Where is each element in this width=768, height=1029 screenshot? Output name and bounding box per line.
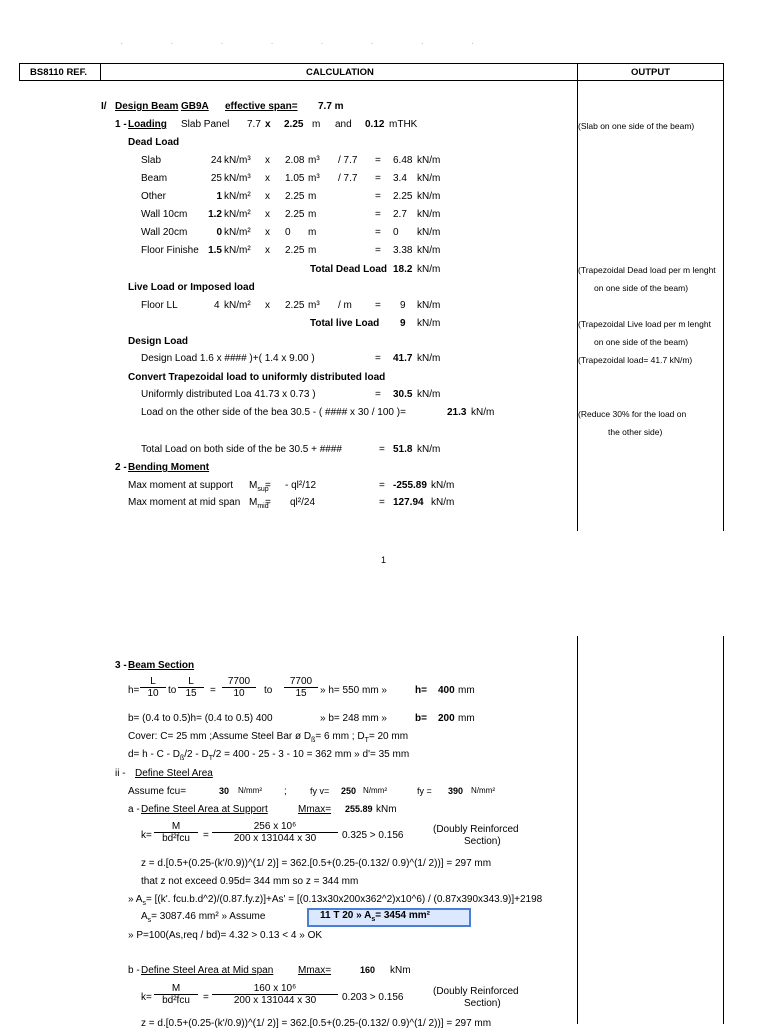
dead-load-q-cell: 2.25 (285, 245, 305, 256)
dead-load-eq-cell: = (375, 173, 381, 184)
and-label: and (335, 119, 352, 130)
support-subsection-number: a - (128, 804, 140, 815)
k-result-support: 0.325 > 0.156 (342, 830, 404, 841)
design-load-eq: = (375, 353, 381, 364)
z-row-support: z = d.[0.5+(0.25-(k'/0.9))^(1/ 2)] = 362.[0.5+(0.25-(0.132/ 0.9)^(1/ 2))] = 297 mm (141, 858, 492, 869)
dead-load-qu-cell: m³ (308, 155, 320, 166)
fcu-unit: N/mm² (238, 786, 262, 795)
dead-load-qu-cell: m (308, 245, 317, 256)
h-final-unit: mm (458, 685, 475, 696)
output-reduce-note-1: (Reduce 30% for the load on (578, 409, 687, 419)
fraction-m-bd-midspan: M bd²fcu (154, 983, 198, 1006)
slab-thickness: 0.12 (365, 119, 385, 130)
b-final-unit: mm (458, 713, 475, 724)
to-2: to (264, 685, 273, 696)
panel-times: x (265, 119, 271, 130)
to-1: to (168, 685, 177, 696)
dead-load-x-cell: x (265, 173, 270, 184)
floor-ll-result-unit: kN/m (417, 300, 441, 311)
as-required-row: $A_s= 3087.46$ mm² » Assume (141, 911, 266, 924)
dead-load-r-cell: 0 (393, 227, 399, 238)
eq-1: = (210, 685, 216, 696)
output-reduce-note-2: the other side) (608, 427, 663, 437)
dead-load-qu-cell: m (308, 227, 317, 238)
dead-load-name-cell: Wall 10cm (141, 209, 188, 220)
total-both-unit: kN/m (417, 444, 441, 455)
k-result-midspan: 0.203 > 0.156 (342, 992, 404, 1003)
dead-load-v-cell: 24 (210, 155, 222, 166)
total-dead-label: Total Dead Load (310, 264, 388, 275)
effective-span-label: effective span= (225, 101, 298, 112)
beam-section-number: 3 - (115, 660, 127, 671)
dead-load-eq-cell: = (375, 209, 381, 220)
k-label-support: k= (141, 830, 152, 841)
output-slab-note: (Slab on one side of the beam) (578, 121, 695, 131)
fraction-7700-15: $\frac{7700}{15}$ (284, 676, 318, 699)
dead-load-ru-cell: kN/m (417, 245, 441, 256)
define-steel-heading: Define Steel Area (135, 768, 213, 779)
header-ref: BS8110 REF. (30, 66, 88, 78)
dead-load-ru-cell: kN/m (417, 191, 441, 202)
moment-support-symbol: $M_{sup}$ (249, 480, 269, 493)
dead-load-unit-cell: kN/m² (224, 209, 251, 220)
fcu-value: 30 (219, 786, 230, 796)
d-row: $d= h - C - D_ß/2 - D_T/2 = 400 - 25 - 3 - 10 = 362$ mm » d'= 35 mm (128, 749, 410, 762)
support-mmax-label: Mmax= (298, 804, 332, 815)
slab-panel-label: Slab Panel (181, 119, 230, 130)
fyv-unit: N/mm² (363, 786, 387, 795)
h-final-label: h= (415, 685, 427, 696)
header-calculation: CALCULATION (306, 66, 374, 78)
dead-load-eq-cell: = (375, 191, 381, 202)
b-final-value: 200 (438, 713, 455, 724)
total-live-unit: kN/m (417, 318, 441, 329)
design-load-heading: Design Load (128, 336, 189, 347)
design-load-unit: kN/m (417, 353, 441, 364)
dead-load-unit-cell: kN/m² (224, 227, 251, 238)
moment-support-formula: - ql²/12 (285, 480, 317, 491)
dead-load-x-cell: x (265, 245, 270, 256)
dead-load-x-cell: x (265, 155, 270, 166)
output-dead-note-2: on one side of the beam) (594, 283, 689, 293)
bending-number: 2 - (115, 462, 127, 473)
fy-value: 390 (448, 786, 464, 796)
dead-load-v-cell: 0 (216, 227, 222, 238)
dead-load-unit-cell: kN/m³ (224, 155, 251, 166)
dead-load-q-cell: 0 (285, 227, 291, 238)
dead-load-r-cell: 2.7 (393, 209, 407, 220)
moment-support-label: Max moment at support (128, 480, 234, 491)
doubly-note-support: (Doubly Reinforced (433, 824, 519, 835)
live-load-heading: Live Load or Imposed load (128, 282, 255, 293)
midspan-mmax-value: 160 (360, 965, 376, 975)
dead-load-v-cell: 1.2 (208, 209, 222, 220)
dead-load-eq-cell: = (375, 227, 381, 238)
other-side-row: Load on the other side of the bea 30.5 - ( #### x 30 / 100 )= (141, 407, 406, 418)
dead-load-x-cell: x (265, 209, 270, 220)
dead-load-unit-cell: kN/m² (224, 245, 251, 256)
moment-mid-eq2: = (379, 497, 385, 508)
total-live-label: Total live Load (310, 318, 380, 329)
faint-header-text: · · · · · · · · (120, 38, 497, 49)
total-dead-value: 18.2 (393, 264, 413, 275)
fraction-m-bd-support: M bd²fcu (154, 821, 198, 844)
moment-mid-symbol: $M_{mid}$ (249, 497, 269, 510)
bending-heading: Bending Moment (128, 462, 210, 473)
dead-load-name-cell: Beam (141, 173, 168, 184)
moment-mid-label: Max moment at mid span (128, 497, 241, 508)
dead-load-unit-cell: kN/m² (224, 191, 251, 202)
other-side-unit: kN/m (471, 407, 495, 418)
midspan-subsection-number: b - (128, 965, 140, 976)
dead-load-r-cell: 2.25 (393, 191, 413, 202)
dead-load-r-cell: 3.4 (393, 173, 407, 184)
support-mmax-unit: kNm (376, 804, 397, 815)
fy-unit: N/mm² (471, 786, 495, 795)
percentage-check-row: » P=100(As,req / bd)= 4.32 > 0.13 < 4 » OK (128, 930, 323, 941)
dead-load-qu-cell: m³ (308, 173, 320, 184)
dead-load-name-cell: Floor Finishe (141, 245, 199, 256)
panel-width: 2.25 (284, 119, 304, 130)
assume-fcu-label: Assume fcu= (128, 786, 187, 797)
support-subsection-heading: Define Steel Area at Support (141, 804, 268, 815)
dead-load-r-cell: 3.38 (393, 245, 413, 256)
floor-ll-times: x (265, 300, 270, 311)
b-final-label: b= (415, 713, 427, 724)
header-output: OUTPUT (631, 66, 671, 78)
dead-load-heading: Dead Load (128, 137, 180, 148)
output-trapezoidal-load: (Trapezoidal load= 41.7 kN/m) (578, 355, 693, 365)
dead-load-q-cell: 2.08 (285, 155, 305, 166)
dead-load-x-cell: x (265, 191, 270, 202)
panel-width-unit: m (312, 119, 321, 130)
floor-ll-width: 2.25 (285, 300, 305, 311)
z-limit-row: that z not exceed 0.95d= 344 mm so z = 344 mm (141, 876, 359, 887)
dead-load-ru-cell: kN/m (417, 209, 441, 220)
output-dead-note-1: (Trapezoidal Dead load per m lenght (578, 265, 716, 275)
effective-span-value: 7.7 m (318, 101, 344, 112)
h-label: h= (128, 685, 140, 696)
selected-reinforcement: 11 T 20 » $A_s= 3454$ mm² (320, 910, 430, 923)
floor-ll-eq: = (375, 300, 381, 311)
moment-support-value: -255.89 (393, 480, 427, 491)
dead-load-qu-cell: m (308, 191, 317, 202)
dead-load-x-cell: x (265, 227, 270, 238)
cover-row: Cover: C= 25 mm ;Assume Steel Bar ø $D_ß= 6$ mm ; $D_T= 20$ mm (128, 731, 409, 744)
dead-load-v-cell: 1 (216, 191, 222, 202)
loading-heading: Loading (128, 119, 167, 130)
moment-support-eq2: = (379, 480, 385, 491)
section-number: I/ (101, 101, 107, 112)
total-both-eq: = (379, 444, 385, 455)
total-both-row: Total Load on both side of the be 30.5 + #### (141, 444, 342, 455)
section-note-support: Section) (464, 836, 501, 847)
eq-k-midspan: = (203, 992, 209, 1003)
dead-load-q-cell: 2.25 (285, 209, 305, 220)
total-dead-unit: kN/m (417, 264, 441, 275)
eq-k-support: = (203, 830, 209, 841)
moment-mid-unit: kN/m (431, 497, 455, 508)
floor-ll-unit: kN/m² (224, 300, 251, 311)
slab-thickness-unit: mTHK (389, 119, 418, 130)
dead-load-v-cell: 25 (210, 173, 222, 184)
support-mmax-value: 255.89 (345, 804, 373, 814)
fraction-k-support: $\frac{\text{256 x 10⁶}}{200 x 131044 x 30}$ (212, 821, 338, 844)
output-live-note-1: (Trapezoidal Live load per m lenght (578, 319, 711, 329)
dead-load-q-cell: 2.25 (285, 191, 305, 202)
fraction-7700-10: $\frac{7700}{10}$ (222, 676, 256, 699)
dead-load-name-cell: Slab (141, 155, 162, 166)
dead-load-div-cell: / 7.7 (338, 155, 358, 166)
other-side-result: 21.3 (447, 407, 467, 418)
design-beam-label: Design Beam (115, 101, 179, 112)
floor-ll-width-unit: m³ (308, 300, 320, 311)
total-both-result: 51.8 (393, 444, 413, 455)
k-label-midspan: k= (141, 992, 152, 1003)
moment-mid-eq: = (265, 497, 271, 508)
udl-result: 30.5 (393, 389, 413, 400)
moment-support-unit: kN/m (431, 480, 455, 491)
dead-load-ru-cell: kN/m (417, 155, 441, 166)
convert-heading: Convert Trapezoidal load to uniformly distributed load (128, 372, 386, 383)
fraction-l-15: $\frac{L}{15}$ (178, 676, 204, 699)
beam-id: GB9A (181, 101, 209, 112)
section-note-midspan: Section) (464, 998, 501, 1009)
dead-load-qu-cell: m (308, 209, 317, 220)
loading-number: 1 - (115, 119, 127, 130)
midspan-mmax-label: Mmax= (298, 965, 332, 976)
udl-row: Uniformly distributed Loa 41.73 x 0.73 ) (141, 389, 316, 400)
fraction-l-10: $\frac{L}{10}$ (140, 676, 166, 699)
z-row-midspan: z = d.[0.5+(0.25-(k'/0.9))^(1/ 2)] = 362.[0.5+(0.25-(0.132/ 0.9)^(1/ 2))] = 297 mm (141, 1018, 492, 1029)
dead-load-div-cell: / 7.7 (338, 173, 358, 184)
midspan-mmax-unit: kNm (390, 965, 411, 976)
b-calc: » b= 248 mm » (320, 713, 387, 724)
total-live-value: 9 (400, 318, 406, 329)
b-row: b= (0.4 to 0.5)h= (0.4 to 0.5) 400 (128, 713, 273, 724)
page-number: 1 (381, 555, 387, 565)
semicolon: ; (284, 786, 287, 797)
dead-load-q-cell: 1.05 (285, 173, 305, 184)
as-row: » $A_s= [(k'$. fcu.b.d^2)/(0.87.fy.z)]+As' = [(0.13x30x200x362^2)x10^6) / (0.87x390x343.9)]+2198 (128, 894, 543, 907)
doubly-note-midspan: (Doubly Reinforced (433, 986, 519, 997)
fraction-k-midspan: $\frac{\text{160 x 10⁶}}{200 x 131044 x 30}$ (212, 983, 338, 1006)
design-load-result: 41.7 (393, 353, 413, 364)
midspan-subsection-heading: Define Steel Area at Mid span (141, 965, 274, 976)
fy-label: fy = (417, 786, 432, 796)
udl-eq: = (375, 389, 381, 400)
fyv-value: 250 (341, 786, 357, 796)
dead-load-eq-cell: = (375, 155, 381, 166)
output-live-note-2: on one side of the beam) (594, 337, 689, 347)
fyv-label: fy v= (310, 786, 330, 796)
floor-ll-result: 9 (400, 300, 406, 311)
udl-unit: kN/m (417, 389, 441, 400)
floor-ll-value: 4 (214, 300, 220, 311)
floor-ll-label: Floor LL (141, 300, 178, 311)
beam-section-heading: Beam Section (128, 660, 195, 671)
moment-support-eq: = (265, 480, 271, 491)
moment-mid-value: 127.94 (393, 497, 424, 508)
h-calc: » h= 550 mm » (320, 685, 387, 696)
dead-load-unit-cell: kN/m³ (224, 173, 251, 184)
h-final-value: 400 (438, 685, 455, 696)
moment-mid-formula: ql²/24 (290, 497, 316, 508)
dead-load-v-cell: 1.5 (208, 245, 222, 256)
dead-load-eq-cell: = (375, 245, 381, 256)
floor-ll-div: / m (338, 300, 352, 311)
dead-load-ru-cell: kN/m (417, 227, 441, 238)
panel-length: 7.7 (247, 119, 261, 130)
dead-load-name-cell: Other (141, 191, 167, 202)
dead-load-ru-cell: kN/m (417, 173, 441, 184)
design-load-row: Design Load 1.6 x #### )+( 1.4 x 9.00 ) (141, 353, 315, 364)
dead-load-name-cell: Wall 20cm (141, 227, 188, 238)
dead-load-r-cell: 6.48 (393, 155, 413, 166)
define-steel-number: ii - (115, 768, 126, 779)
